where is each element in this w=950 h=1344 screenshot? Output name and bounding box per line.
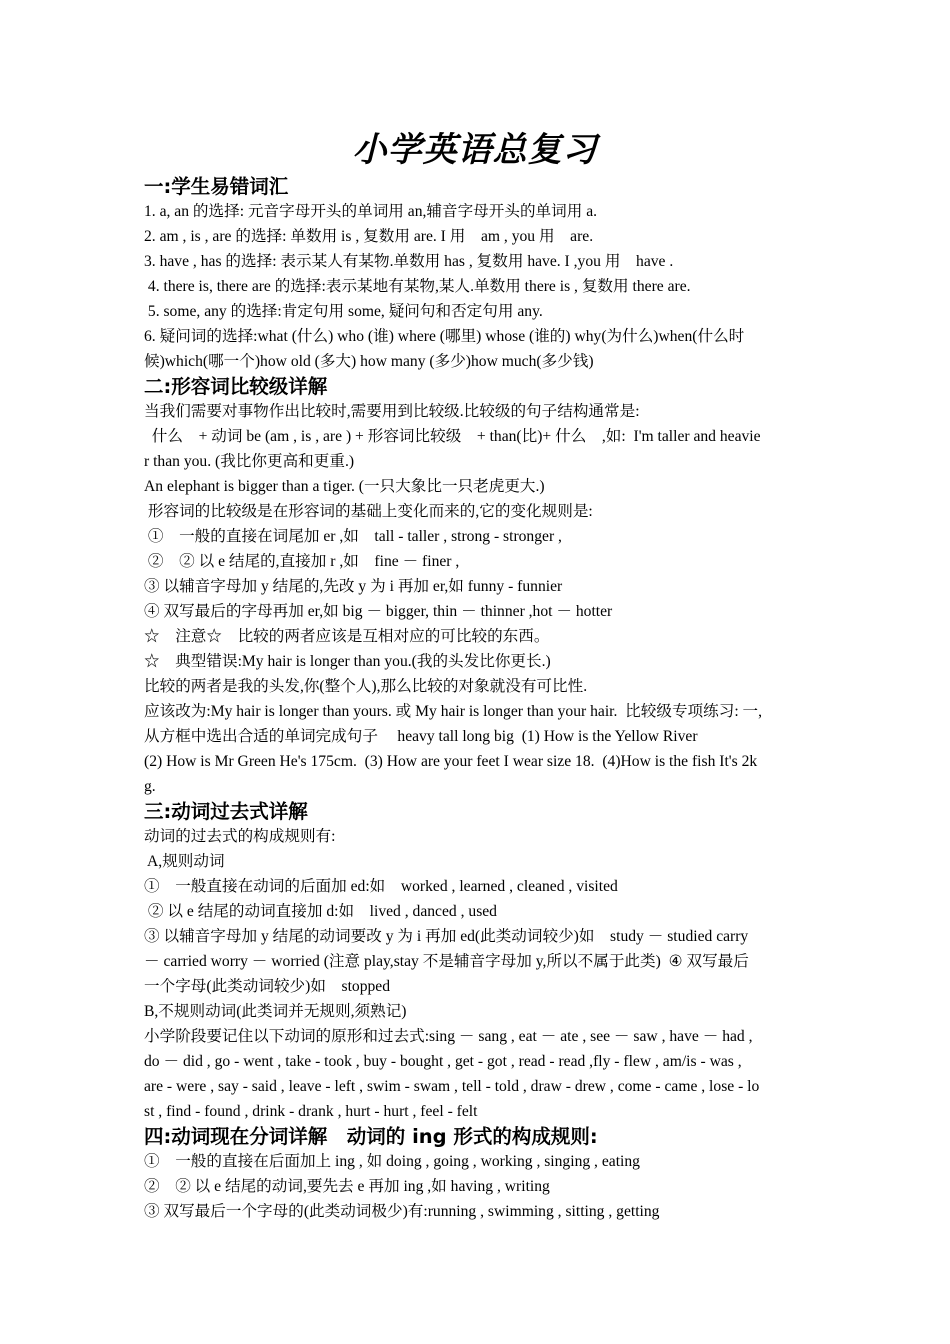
text-line: st , find - found , drink - drank , hurt - hurt , feel - felt <box>144 1103 478 1120</box>
text-line: 3. have , has 的选择: 表示某人有某物.单数用 has , 复数用 have. I ,you 用 have . <box>144 253 674 270</box>
section-heading-comparative: 二:形容词比较级详解 <box>144 375 328 398</box>
text-line: ☆ 注意☆ 比较的两者应该是互相对应的可比较的东西。 <box>144 628 550 645</box>
text-line: ② ② 以 e 结尾的动词,要先去 e 再加 ing ,如 having , writing <box>144 1178 550 1195</box>
section-present-participle <box>144 1149 816 1224</box>
text-line: 候)which(哪一个)how old (多大) how many (多少)how much(多少钱) <box>144 353 594 370</box>
section-vocabulary <box>144 199 816 374</box>
text-line: ③ 以辅音字母加 y 结尾的动词要改 y 为 i 再加 ed(此类动词较少)如 study － studied carry <box>144 928 749 945</box>
page-title: 小学英语总复习 <box>352 130 598 170</box>
text-line: － carried worry － worried (注意 play,stay 不是辅音字母加 y,所以不属于此类) ④ 双写最后 <box>144 953 749 970</box>
text-line: g. <box>144 778 156 795</box>
text-line: 5. some, any 的选择:肯定句用 some, 疑问句和否定句用 any. <box>144 303 543 320</box>
text-line: 比较的两者是我的头发,你(整个人),那么比较的对象就没有可比性. <box>144 678 588 695</box>
section-heading-present-participle: 四:动词现在分词详解 动词的 ing 形式的构成规则: <box>144 1125 598 1148</box>
text-line: do － did , go - went , take - took , buy - bought , get - got , read - read ,fly - flew , am/is - was , <box>144 1053 742 1070</box>
section-heading-past-tense: 三:动词过去式详解 <box>144 800 308 823</box>
text-line: 6. 疑问词的选择:what (什么) who (谁) where (哪里) whose (谁的) why(为什么)when(什么时 <box>144 328 745 345</box>
text-line: A,规则动词 <box>144 853 225 870</box>
text-line: 从方框中选出合适的单词完成句子 heavy tall long big (1) How is the Yellow River <box>144 728 698 745</box>
text-line: 4. there is, there are 的选择:表示某地有某物,某人.单数用 there is , 复数用 there are. <box>144 278 691 295</box>
text-line: ③ 双写最后一个字母的(此类动词极少)有:running , swimming , sitting , getting <box>144 1203 660 1220</box>
document-body <box>144 174 816 1224</box>
text-line: 应该改为:My hair is longer than yours. 或 My hair is longer than your hair. 比较级专项练习: 一, <box>144 703 763 720</box>
text-line: B,不规则动词(此类词并无规则,须熟记) <box>144 1003 407 1020</box>
text-line: ② ② 以 e 结尾的,直接加 r ,如 fine － finer , <box>144 553 460 570</box>
section-comparative <box>144 399 816 799</box>
text-line: ① 一般的直接在词尾加 er ,如 tall - taller , strong - stronger , <box>144 528 562 545</box>
text-line: 什么 + 动词 be (am , is , are ) + 形容词比较级 + than(比)+ 什么 ,如: I'm taller and heavie <box>144 428 761 445</box>
text-line: ① 一般的直接在后面加上 ing , 如 doing , going , working , singing , eating <box>144 1153 640 1170</box>
text-line: 形容词的比较级是在形容词的基础上变化而来的,它的变化规则是: <box>144 503 593 520</box>
text-line: 小学阶段要记住以下动词的原形和过去式:sing － sang , eat － ate , see － saw , have － had , <box>144 1028 753 1045</box>
text-line: 动词的过去式的构成规则有: <box>144 828 336 845</box>
section-past-tense <box>144 824 816 1124</box>
text-line: ② 以 e 结尾的动词直接加 d:如 lived , danced , used <box>144 903 497 920</box>
text-line: 当我们需要对事物作出比较时,需要用到比较级.比较级的句子结构通常是: <box>144 403 640 420</box>
text-line: 一个字母(此类动词较少)如 stopped <box>144 978 391 995</box>
text-line: 1. a, an 的选择: 元音字母开头的单词用 an,辅音字母开头的单词用 a. <box>144 203 598 220</box>
text-line: ③ 以辅音字母加 y 结尾的,先改 y 为 i 再加 er,如 funny - funnier <box>144 578 563 595</box>
section-heading-vocabulary: 一:学生易错词汇 <box>144 175 289 198</box>
text-line: An elephant is bigger than a tiger. (一只大象比一只老虎更大.) <box>144 478 545 495</box>
text-line: ① 一般直接在动词的后面加 ed:如 worked , learned , cleaned , visited <box>144 878 618 895</box>
text-line: ④ 双写最后的字母再加 er,如 big － bigger, thin － thinner ,hot － hotter <box>144 603 613 620</box>
text-line: 2. am , is , are 的选择: 单数用 is , 复数用 are. I 用 am , you 用 are. <box>144 228 594 245</box>
text-line: ☆ 典型错误:My hair is longer than you.(我的头发比你更长.) <box>144 653 551 670</box>
text-line: are - were , say - said , leave - left , swim - swam , tell - told , draw - drew , come - came , lose - lo <box>144 1078 760 1095</box>
text-line: (2) How is Mr Green He's 175cm. (3) How are your feet I wear size 18. (4)How is the fish It's 2k <box>144 753 758 770</box>
text-line: r than you. (我比你更高和更重.) <box>144 453 355 470</box>
